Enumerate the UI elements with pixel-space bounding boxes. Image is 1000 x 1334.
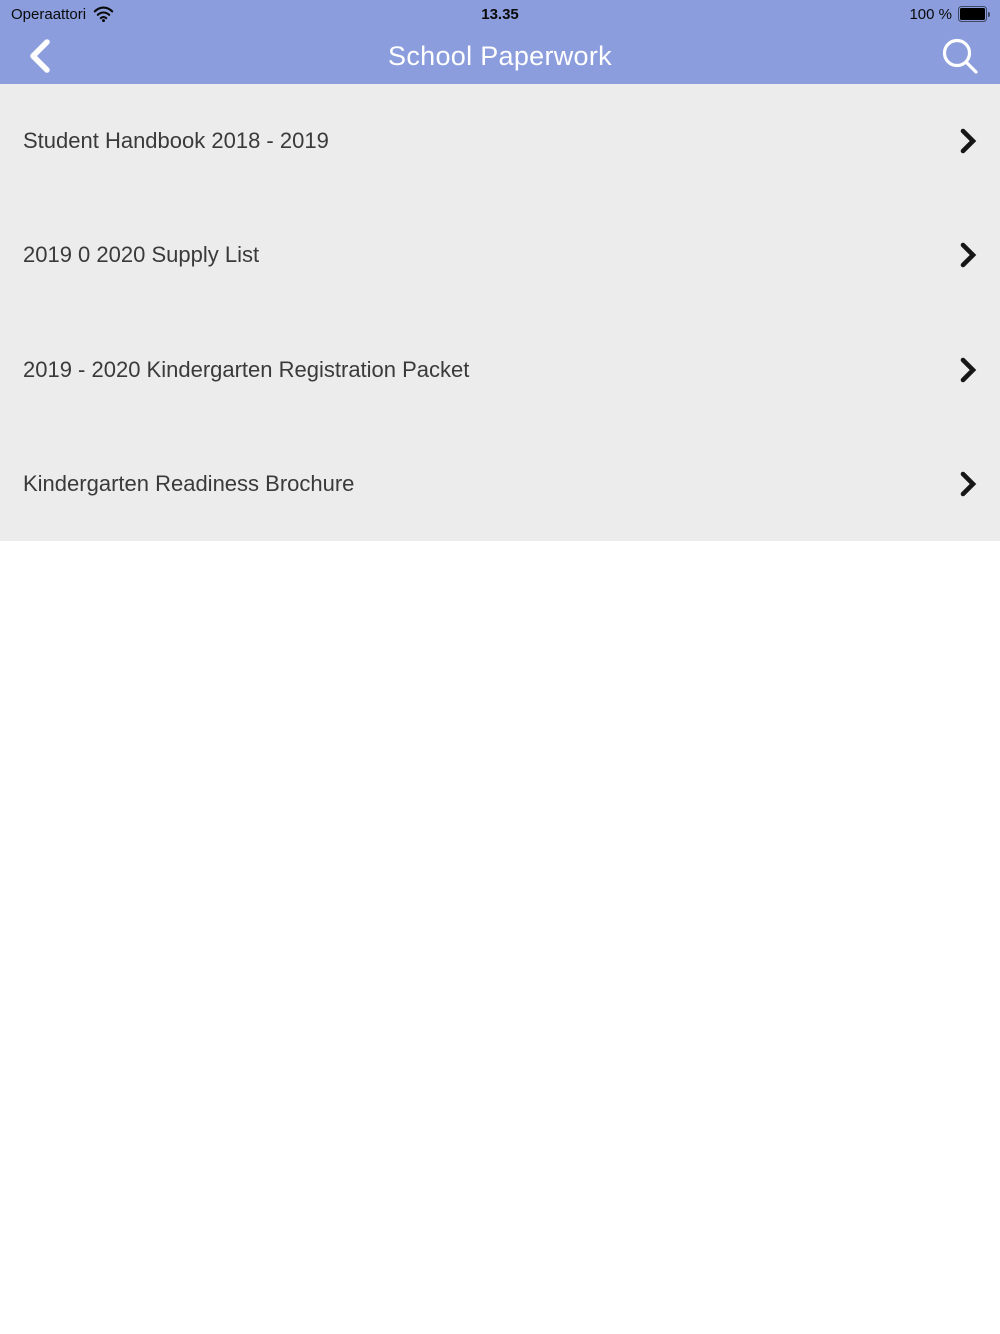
- battery-icon: [958, 6, 990, 22]
- battery-group: [909, 6, 990, 23]
- header: [0, 0, 1000, 84]
- chevron-right-icon: [959, 241, 977, 269]
- list-item-label: Student Handbook 2018 - 2019: [23, 128, 329, 154]
- back-button[interactable]: [18, 34, 62, 78]
- carrier-group: [10, 6, 114, 23]
- list-item[interactable]: [0, 198, 1000, 312]
- document-list: [0, 84, 1000, 541]
- status-bar: [0, 0, 1000, 28]
- list-item[interactable]: [0, 427, 1000, 541]
- chevron-right-icon: [959, 470, 977, 498]
- list-item-label: 2019 0 2020 Supply List: [23, 242, 260, 268]
- chevron-right-icon: [959, 356, 977, 384]
- search-button[interactable]: [936, 32, 984, 80]
- search-icon: [939, 35, 981, 77]
- page-title: School Paperwork: [388, 40, 612, 71]
- carrier-label: Operaattori: [11, 5, 87, 23]
- list-item[interactable]: [0, 84, 1000, 198]
- wifi-icon: [93, 6, 114, 22]
- nav-bar: [0, 28, 1000, 84]
- empty-area: [0, 541, 1000, 1334]
- list-item[interactable]: [0, 313, 1000, 427]
- list-item-label: 2019 - 2020 Kindergarten Registration Packet: [23, 356, 470, 382]
- battery-percent: 100 %: [909, 5, 952, 23]
- chevron-right-icon: [959, 127, 977, 155]
- chevron-left-icon: [27, 37, 53, 75]
- list-item-label: Kindergarten Readiness Brochure: [23, 470, 355, 496]
- status-time: 13.35: [481, 5, 519, 23]
